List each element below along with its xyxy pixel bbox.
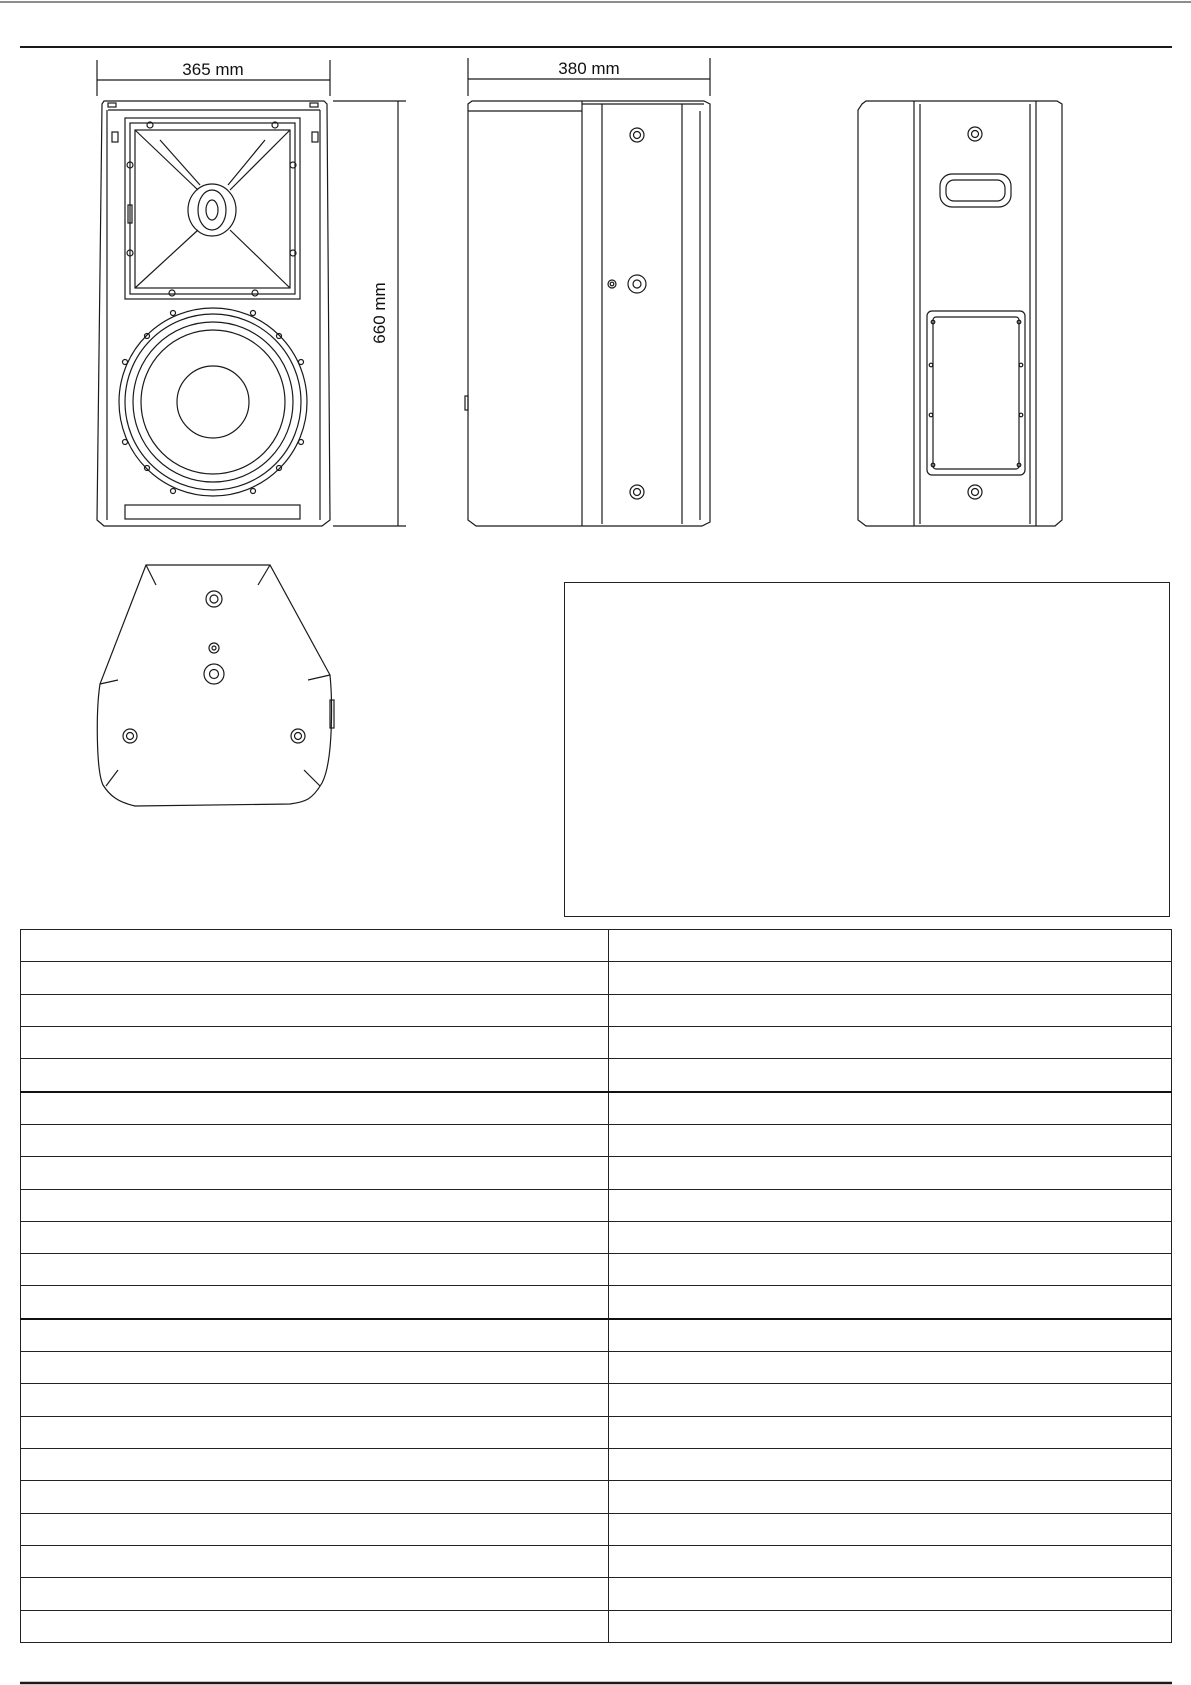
front-view [97,60,406,526]
spec-notes-box [564,582,1170,917]
table-row [21,962,1172,994]
spec-value-cell [609,1352,1172,1384]
table-row [21,1254,1172,1286]
spec-value-cell [609,1286,1172,1319]
spec-label-cell [21,1384,609,1416]
spec-value-cell [609,1449,1172,1481]
height-label: 660 mm [370,282,389,344]
spec-value-cell [609,1026,1172,1058]
spec-value-cell [609,1319,1172,1352]
table-row [21,994,1172,1026]
spec-table [20,929,1172,1643]
side-view [465,58,710,526]
table-row [21,1481,1172,1513]
spec-value-cell [609,1481,1172,1513]
table-row [21,1092,1172,1125]
table-row [21,1513,1172,1545]
spec-label-cell [21,1352,609,1384]
table-row [21,1189,1172,1221]
table-row [21,1416,1172,1448]
table-row [21,1059,1172,1092]
top-view [97,565,334,806]
table-row [21,1026,1172,1058]
table-row [21,1221,1172,1253]
spec-value-cell [609,1513,1172,1545]
spec-value-cell [609,1189,1172,1221]
spec-label-cell [21,1157,609,1189]
spec-label-cell [21,1449,609,1481]
spec-value-cell [609,1059,1172,1092]
spec-label-cell [21,1221,609,1253]
spec-label-cell [21,930,609,962]
spec-label-cell [21,962,609,994]
rear-view [858,101,1062,526]
table-row [21,1124,1172,1156]
spec-value-cell [609,994,1172,1026]
spec-label-cell [21,1286,609,1319]
spec-value-cell [609,1545,1172,1577]
spec-label-cell [21,1481,609,1513]
table-row [21,930,1172,962]
spec-label-cell [21,1189,609,1221]
table-row [21,1319,1172,1352]
spec-value-cell [609,1124,1172,1156]
spec-label-cell [21,1578,609,1610]
spec-label-cell [21,994,609,1026]
spec-value-cell [609,1254,1172,1286]
table-row [21,1352,1172,1384]
table-row [21,1545,1172,1577]
spec-label-cell [21,1124,609,1156]
spec-value-cell [609,1092,1172,1125]
spec-label-cell [21,1416,609,1448]
spec-label-cell [21,1254,609,1286]
spec-label-cell [21,1513,609,1545]
table-row [21,1610,1172,1642]
spec-label-cell [21,1545,609,1577]
spec-label-cell [21,1092,609,1125]
spec-value-cell [609,1416,1172,1448]
spec-label-cell [21,1026,609,1058]
spec-value-cell [609,1221,1172,1253]
spec-value-cell [609,930,1172,962]
table-row [21,1449,1172,1481]
spec-label-cell [21,1059,609,1092]
spec-label-cell [21,1610,609,1642]
spec-value-cell [609,1578,1172,1610]
spec-value-cell [609,1610,1172,1642]
table-row [21,1157,1172,1189]
table-row [21,1578,1172,1610]
spec-value-cell [609,1157,1172,1189]
table-row [21,1384,1172,1416]
front-width-label: 365 mm [182,60,244,79]
spec-value-cell [609,962,1172,994]
spec-label-cell [21,1319,609,1352]
table-row [21,1286,1172,1319]
spec-value-cell [609,1384,1172,1416]
side-depth-label: 380 mm [558,59,620,78]
